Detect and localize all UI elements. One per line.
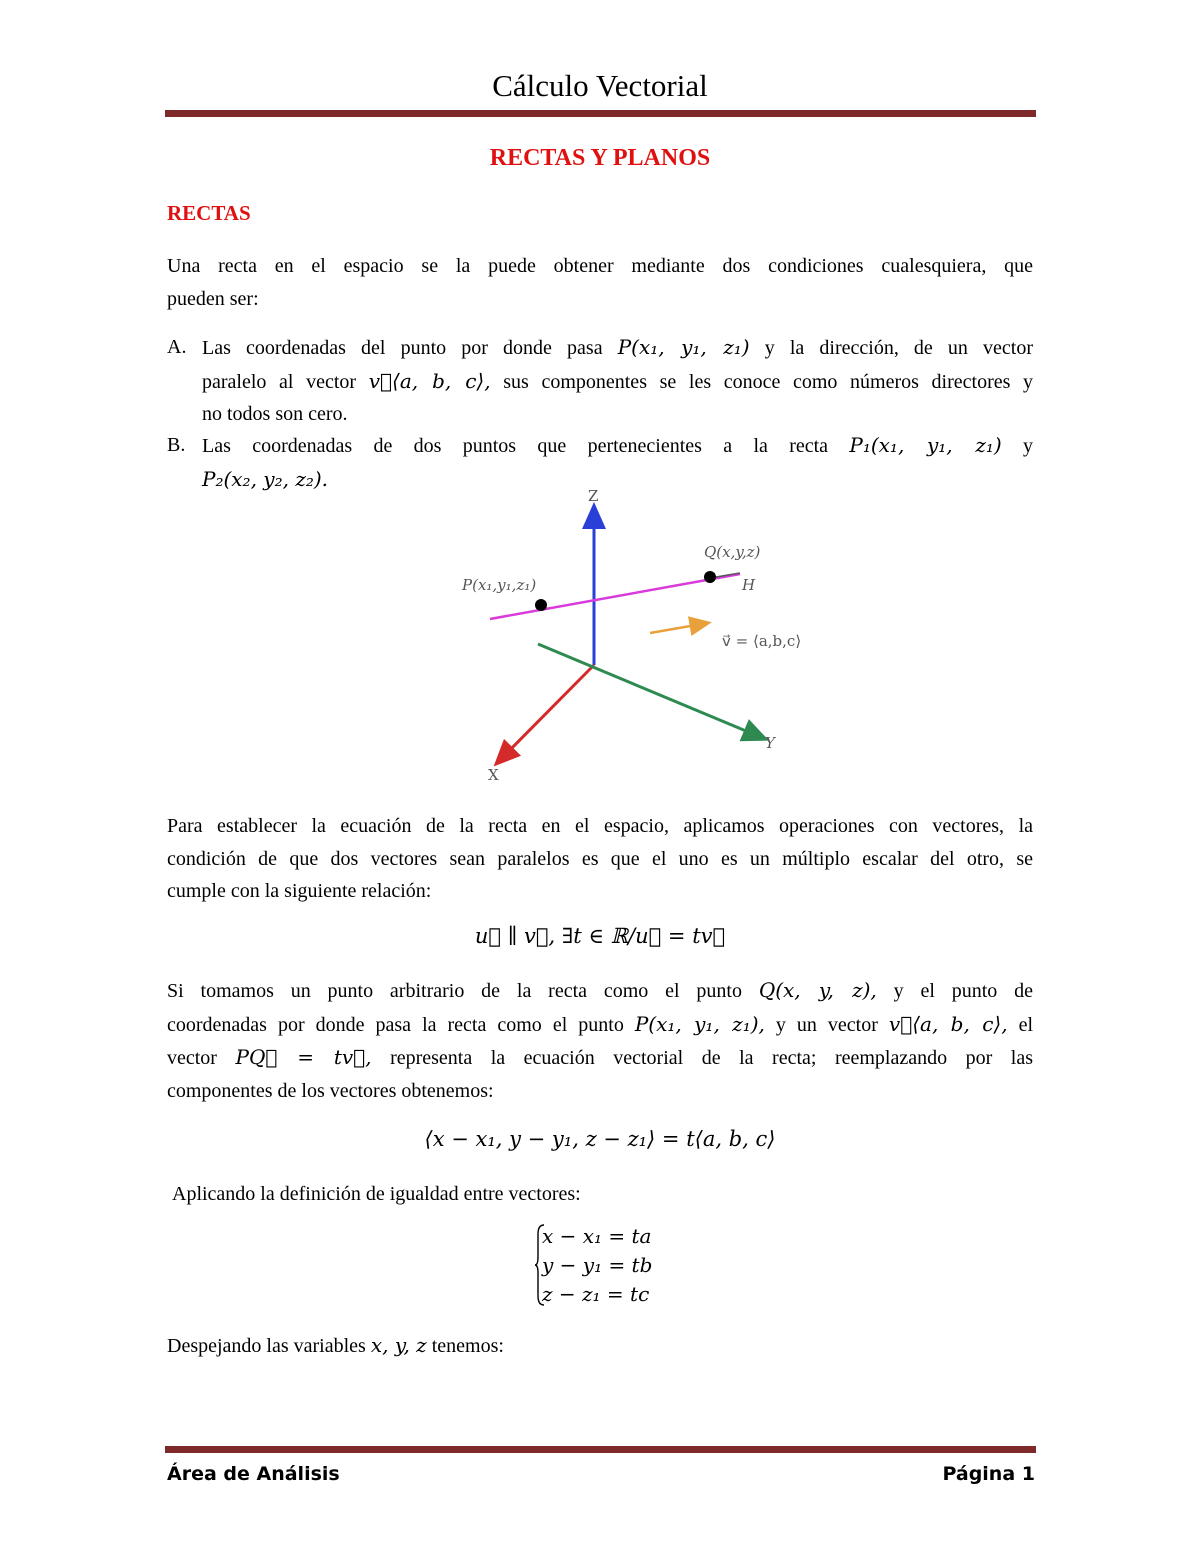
item-a-math-2: v⃗⟨a, b, c⟩, [368, 368, 491, 393]
para4-tail: tenemos: [431, 1335, 504, 1357]
para1-line-2: condición de que dos vectores sean paralelos es que el uno es un múltiplo escalar del otro, se [167, 847, 1033, 870]
item-a-tail-2: sus componentes se les conoce como números directores y [503, 370, 1034, 393]
item-b-line-2: P₂(x₂, y₂, z₂). [202, 466, 329, 491]
item-a-line-1 [202, 331, 1033, 365]
para2-line-1 [167, 974, 1033, 1008]
para2-tail-1: y el punto de [893, 980, 1034, 1002]
system-row-x: x − x₁ = ta [542, 1224, 652, 1248]
para2-math-1: Q(x, y, z), [758, 978, 877, 1002]
direction-vector [650, 624, 702, 633]
section-title: RECTAS [167, 201, 251, 225]
item-a-math-1: P(x₁, y₁, z₁) [617, 335, 750, 359]
para2-math-3: PQ⃗ = tv⃗, [235, 1045, 372, 1069]
item-a-tail-1: y la dirección, de un vector [764, 337, 1034, 359]
point-p [535, 599, 547, 611]
x-label: X [488, 766, 499, 784]
y-label: Y [765, 734, 775, 752]
header-title: Cálculo Vectorial [492, 68, 708, 103]
para2-text-2: coordenadas por donde pasa la recta como el punto [167, 1013, 624, 1036]
para2-text-3: vector [167, 1047, 217, 1069]
para2-line-4: componentes de los vectores obtenemos: [167, 1079, 494, 1102]
main-title: RECTAS Y PLANOS [489, 145, 711, 171]
system-brace [534, 1224, 546, 1306]
paragraph-1 [167, 810, 1033, 908]
para2-mid-2: y un vector [775, 1013, 878, 1036]
item-a-text-2: paralelo al vector [202, 370, 357, 393]
header-rule [165, 110, 1036, 117]
line-in-space-figure [440, 482, 840, 792]
item-b-line-1 [202, 429, 1033, 463]
intro-paragraph [167, 250, 1033, 315]
intro-line-1: Una recta en el espacio se la puede obtener mediante dos condiciones cualesquiera, que [167, 255, 1033, 277]
list-item-a [167, 331, 1033, 431]
para2-math-2b: v⃗⟨a, b, c⟩, [888, 1011, 1008, 1036]
paragraph-2 [167, 974, 1033, 1107]
vector-equation: ⟨x − x₁, y − y₁, z − z₁⟩ = t⟨a, b, c⟩ [424, 1127, 776, 1151]
para2-line-2 [167, 1008, 1033, 1042]
footer-rule [165, 1446, 1036, 1453]
footer-area: Área de Análisis [167, 1463, 340, 1485]
item-a-line-2 [202, 365, 1033, 399]
point-q [704, 571, 716, 583]
item-a-text-1: Las coordenadas del punto por donde pasa [202, 337, 603, 359]
system-row-z: z − z₁ = tc [542, 1282, 650, 1306]
x-axis [502, 665, 594, 758]
para2-math-2: P(x₁, y₁, z₁), [634, 1011, 765, 1036]
para3-line: Aplicando la definición de igualdad entre vectores: [172, 1183, 581, 1205]
paragraph-3 [172, 1178, 1038, 1211]
item-b-text-1: Las coordenadas de dos puntos que pertenecientes a la recta [202, 435, 829, 457]
h-label: H [742, 576, 756, 594]
para2-line-3 [167, 1041, 1033, 1075]
para2-tail-2: el [1018, 1013, 1034, 1036]
para2-tail-3: representa la ecuación vectorial de la recta; reemplazando por las [390, 1047, 1034, 1069]
item-b-tail-1: y [1023, 435, 1033, 457]
parallel-condition-equation: u⃗ ∥ v⃗, ∃t ∈ ℝ/u⃗ = tv⃗ [474, 924, 726, 948]
system-row-y: y − y₁ = tb [542, 1253, 653, 1277]
footer-page-number: Página 1 [942, 1463, 1035, 1485]
item-a-line-3: no todos son cero. [202, 403, 348, 425]
parametric-system [534, 1222, 652, 1309]
v-label: v⃗ = ⟨a,b,c⟩ [722, 632, 802, 650]
item-b-math-1: P₁(x₁, y₁, z₁) [849, 433, 1002, 457]
item-a-marker: A. [167, 336, 187, 358]
para4-text: Despejando las variables [167, 1335, 366, 1357]
q-label: Q(x,y,z) [704, 543, 761, 561]
para1-line-1: Para establecer la ecuación de la recta en el espacio, aplicamos operaciones con vectores, la [167, 815, 1033, 837]
p-label: P(x₁,y₁,z₁) [462, 576, 537, 594]
intro-line-2: pueden ser: [167, 287, 259, 310]
para2-text-1: Si tomamos un punto arbitrario de la recta como el punto [167, 980, 742, 1002]
para4-line [167, 1329, 1033, 1363]
item-b-marker: B. [167, 434, 186, 456]
z-label: Z [588, 487, 599, 505]
para4-math: x, y, z [370, 1333, 427, 1357]
para1-line-3: cumple con la siguiente relación: [167, 880, 432, 902]
paragraph-4 [167, 1329, 1033, 1363]
